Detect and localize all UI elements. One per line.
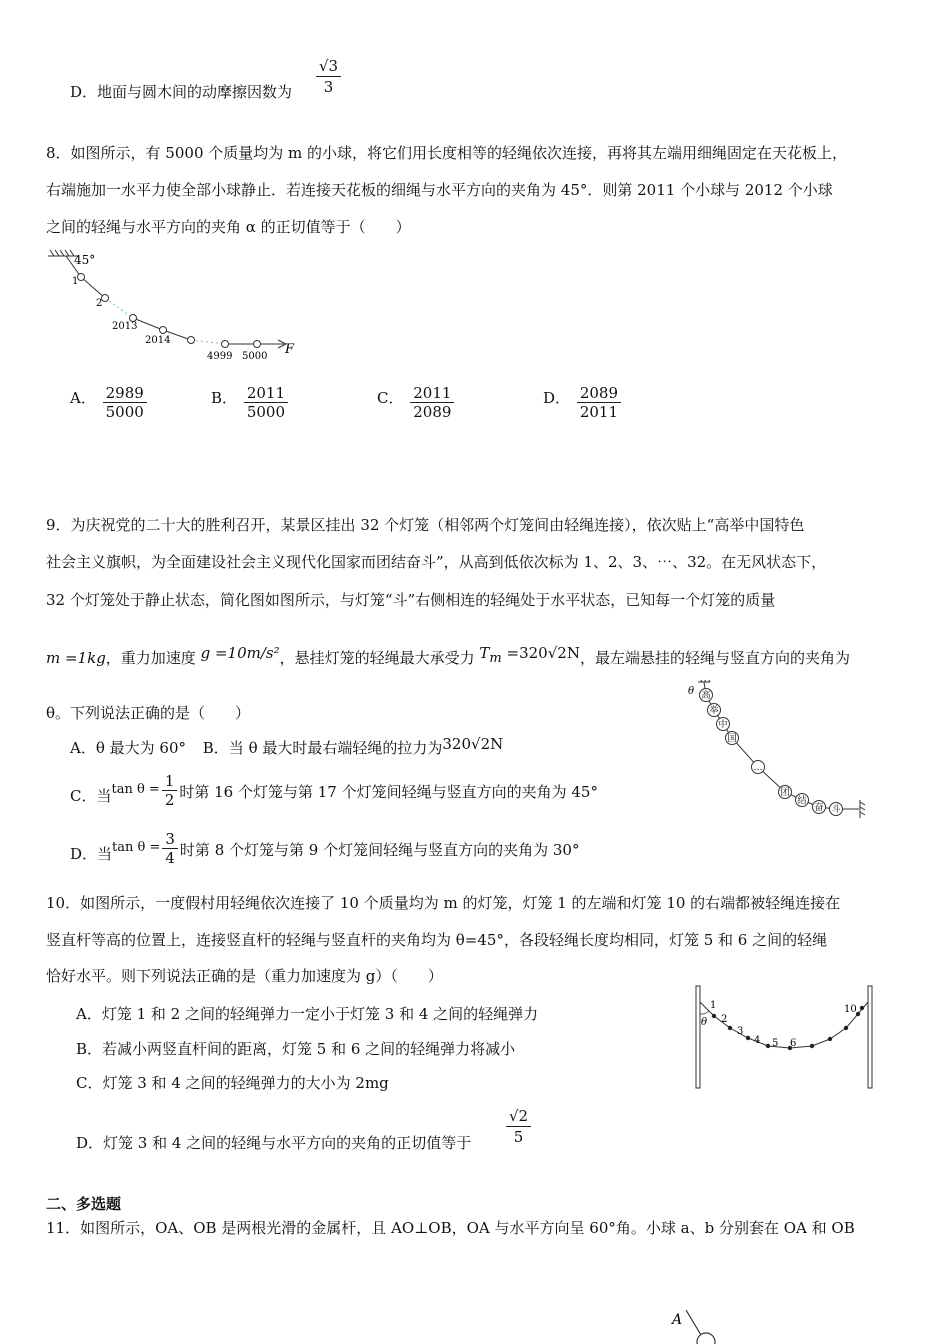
lantern-char-30: 结 <box>797 796 807 806</box>
label-2014: 2014 <box>145 335 171 346</box>
q8-option-b <box>211 384 290 421</box>
right-pole <box>868 986 872 1088</box>
q10-line-2: 竖直杆等高的位置上，连接竖直杆的轻绳与竖直杆的夹角均为 θ=45°，各段轻绳长度均相同，灯笼 5 和 6 之间的轻绳 <box>46 931 828 949</box>
q10-figure <box>690 984 880 1092</box>
q8-figure <box>44 248 304 366</box>
q8-option-a-letter: A． <box>70 388 96 407</box>
q9-option-b-prefix: B．当 θ 最大时最右端轻绳的拉力为 <box>202 739 443 757</box>
q11-label-a: A <box>672 1312 683 1328</box>
q8-d-num: 2089 <box>577 384 621 403</box>
q10-label-4: 4 <box>754 1035 761 1046</box>
ball-1 <box>78 274 85 281</box>
q9-line-1: 9．为庆祝党的二十大的胜利召开，某景区挂出 32 个灯笼（相邻两个灯笼间由轻绳连接），依次贴上“高举中国特色 <box>46 516 805 534</box>
q8-a-num: 2989 <box>103 384 147 403</box>
q8-option-c <box>377 384 456 421</box>
q9-line-4-tail: ，最左端悬挂的轻绳与竖直方向的夹角为 <box>579 649 850 667</box>
q9-option-c-expr: tan θ = <box>111 781 160 797</box>
ball-5000 <box>254 341 261 348</box>
q9-theta: θ <box>688 686 695 697</box>
label-2: 2 <box>96 298 103 309</box>
q9-option-a: A．θ 最大为 60° <box>70 739 186 757</box>
q10-fraction-numerator: √2 <box>506 1106 531 1127</box>
lantern-char-1: 高 <box>701 691 711 701</box>
q7-fraction-denominator: 3 <box>323 78 334 96</box>
q10-fraction-denominator: 5 <box>513 1128 524 1146</box>
q8-line-2: 右端施加一水平力使全部小球静止．若连接天花板的细绳与水平方向的夹角为 45°．则第 2011 个小球与 2012 个小球 <box>46 181 833 199</box>
wall-hatch <box>860 800 865 818</box>
q9-option-b-value: 320√2N <box>442 735 504 753</box>
q8-option-c-letter: C． <box>377 388 404 407</box>
q8-option-d-letter: D． <box>543 388 571 407</box>
ball-2014 <box>160 327 167 334</box>
q9-line-2: 社会主义旗帜，为全面建设社会主义现代化国家而团结奋斗”，从高到低依次标为 1、2、3、⋯、32。在无风状态下， <box>46 553 827 571</box>
q10-option-a: A．灯笼 1 和 2 之间的轻绳弹力一定小于灯笼 3 和 4 之间的轻绳弹力 <box>76 1005 539 1023</box>
q9-figure <box>684 680 874 820</box>
q11-ball-a <box>697 1333 715 1344</box>
lantern-char-3: 中 <box>718 720 728 730</box>
q8-line-3: 之间的轻绳与水平方向的夹角 α 的正切值等于（ ） <box>46 218 411 236</box>
q9-option-d-tail: 时第 8 个灯笼与第 9 个灯笼间轻绳与竖直方向的夹角为 30° <box>179 840 580 859</box>
q9-t-sub: m <box>489 651 502 666</box>
q10-label-5: 5 <box>772 1038 779 1049</box>
lantern-char-middle: … <box>753 763 763 773</box>
q11-figure <box>664 1300 744 1344</box>
lantern-char-31: 奋 <box>814 803 824 813</box>
q8-option-a <box>70 384 149 421</box>
label-4999: 4999 <box>207 351 233 362</box>
left-pole <box>696 986 700 1088</box>
ball-2015 <box>188 337 195 344</box>
q9-option-d <box>70 830 579 867</box>
q8-b-num: 2011 <box>244 384 288 403</box>
q10-line-1: 10．如图所示，一度假村用轻绳依次连接了 10 个质量均为 m 的灯笼，灯笼 1 的左端和灯笼 10 的右端都被轻绳连接在 <box>46 894 841 912</box>
q10-label-2: 2 <box>721 1014 728 1025</box>
q9-option-c-prefix: C．当 <box>70 786 112 805</box>
q10-option-d-fraction <box>506 1106 531 1147</box>
q10-label-6: 6 <box>790 1038 797 1049</box>
q10-option-c: C．灯笼 3 和 4 之间的轻绳弹力的大小为 2mg <box>76 1074 389 1092</box>
q7-option-d-text: D．地面与圆木间的动摩擦因数为 <box>70 83 293 101</box>
q8-angle-label: 45° <box>74 253 96 267</box>
q11-line-1: 11．如图所示，OA、OB 是两根光滑的金属杆，且 AO⊥OB，OA 与水平方向呈 60°角。小球 a、b 分别套在 OA 和 OB <box>46 1219 855 1237</box>
lantern-char-32: 斗 <box>831 805 841 815</box>
lantern-char-29: 团 <box>780 788 790 798</box>
label-1: 1 <box>72 276 79 287</box>
q9-option-c-tail: 时第 16 个灯笼与第 17 个灯笼间轻绳与竖直方向的夹角为 45° <box>179 782 598 801</box>
q10-option-d: D．灯笼 3 和 4 之间的轻绳与水平方向的夹角的正切值等于 <box>76 1134 472 1152</box>
ball-4999 <box>222 341 229 348</box>
q9-line-4 <box>46 644 850 674</box>
q9-t-prefix: ，悬挂灯笼的轻绳最大承受力 <box>279 649 475 667</box>
q9-t-symbol: T <box>479 644 490 662</box>
q7-fraction-numerator: √3 <box>316 56 341 77</box>
q8-b-den: 5000 <box>246 403 285 421</box>
ceiling-hatch <box>698 680 710 682</box>
force-label: F <box>285 342 295 357</box>
q9-option-d-prefix: D．当 <box>70 844 113 863</box>
q8-c-den: 2089 <box>413 403 452 421</box>
q9-line-5: θ。下列说法正确的是（ ） <box>46 704 251 722</box>
q9-g-prefix: ，重力加速度 <box>105 649 196 667</box>
label-2013: 2013 <box>112 321 138 332</box>
q9-d-den: 4 <box>165 849 175 867</box>
q7-option-d <box>70 82 292 102</box>
q7-option-d-fraction <box>316 56 341 97</box>
q9-d-num: 3 <box>162 830 178 849</box>
q10-option-b: B．若减小两竖直杆间的距离，灯笼 5 和 6 之间的轻绳弹力将减小 <box>76 1040 516 1058</box>
q8-line-1: 8．如图所示，有 5000 个质量均为 m 的小球，将它们用长度相等的轻绳依次连接，再将其左端用细绳固定在天花板上， <box>46 144 848 162</box>
q8-a-den: 5000 <box>105 403 144 421</box>
q8-d-den: 2011 <box>579 403 618 421</box>
q9-mass-expr: m =1kg <box>46 649 106 667</box>
q9-option-c <box>70 772 598 809</box>
q8-c-num: 2011 <box>410 384 454 403</box>
q9-c-num: 1 <box>162 772 178 791</box>
lantern-char-2: 举 <box>709 706 719 716</box>
section-multiple-choice-title: 二、多选题 <box>46 1195 122 1213</box>
q10-theta: θ <box>701 1017 708 1028</box>
q9-option-d-expr: tan θ = <box>112 839 161 855</box>
q10-line-3: 恰好水平。则下列说法正确的是（重力加速度为 g）（ ） <box>46 967 443 985</box>
label-5000: 5000 <box>242 351 268 362</box>
q10-label-1: 1 <box>710 1000 717 1011</box>
lantern-char-4: 国 <box>727 734 737 744</box>
q8-option-d <box>543 384 623 421</box>
ball-2 <box>102 295 109 302</box>
q9-line-3: 32 个灯笼处于静止状态，简化图如图所示，与灯笼“斗”右侧相连的轻绳处于水平状态，已知每一个灯笼的质量 <box>46 591 776 609</box>
q9-option-ab <box>70 737 503 758</box>
q8-option-b-letter: B． <box>211 388 238 407</box>
q9-g-expr: g =10m/s² <box>200 644 280 662</box>
q10-label-3: 3 <box>737 1026 744 1037</box>
q9-c-den: 2 <box>164 791 175 809</box>
q10-label-10: 10 <box>844 1004 857 1015</box>
q9-t-value: =320√2N <box>506 644 580 662</box>
